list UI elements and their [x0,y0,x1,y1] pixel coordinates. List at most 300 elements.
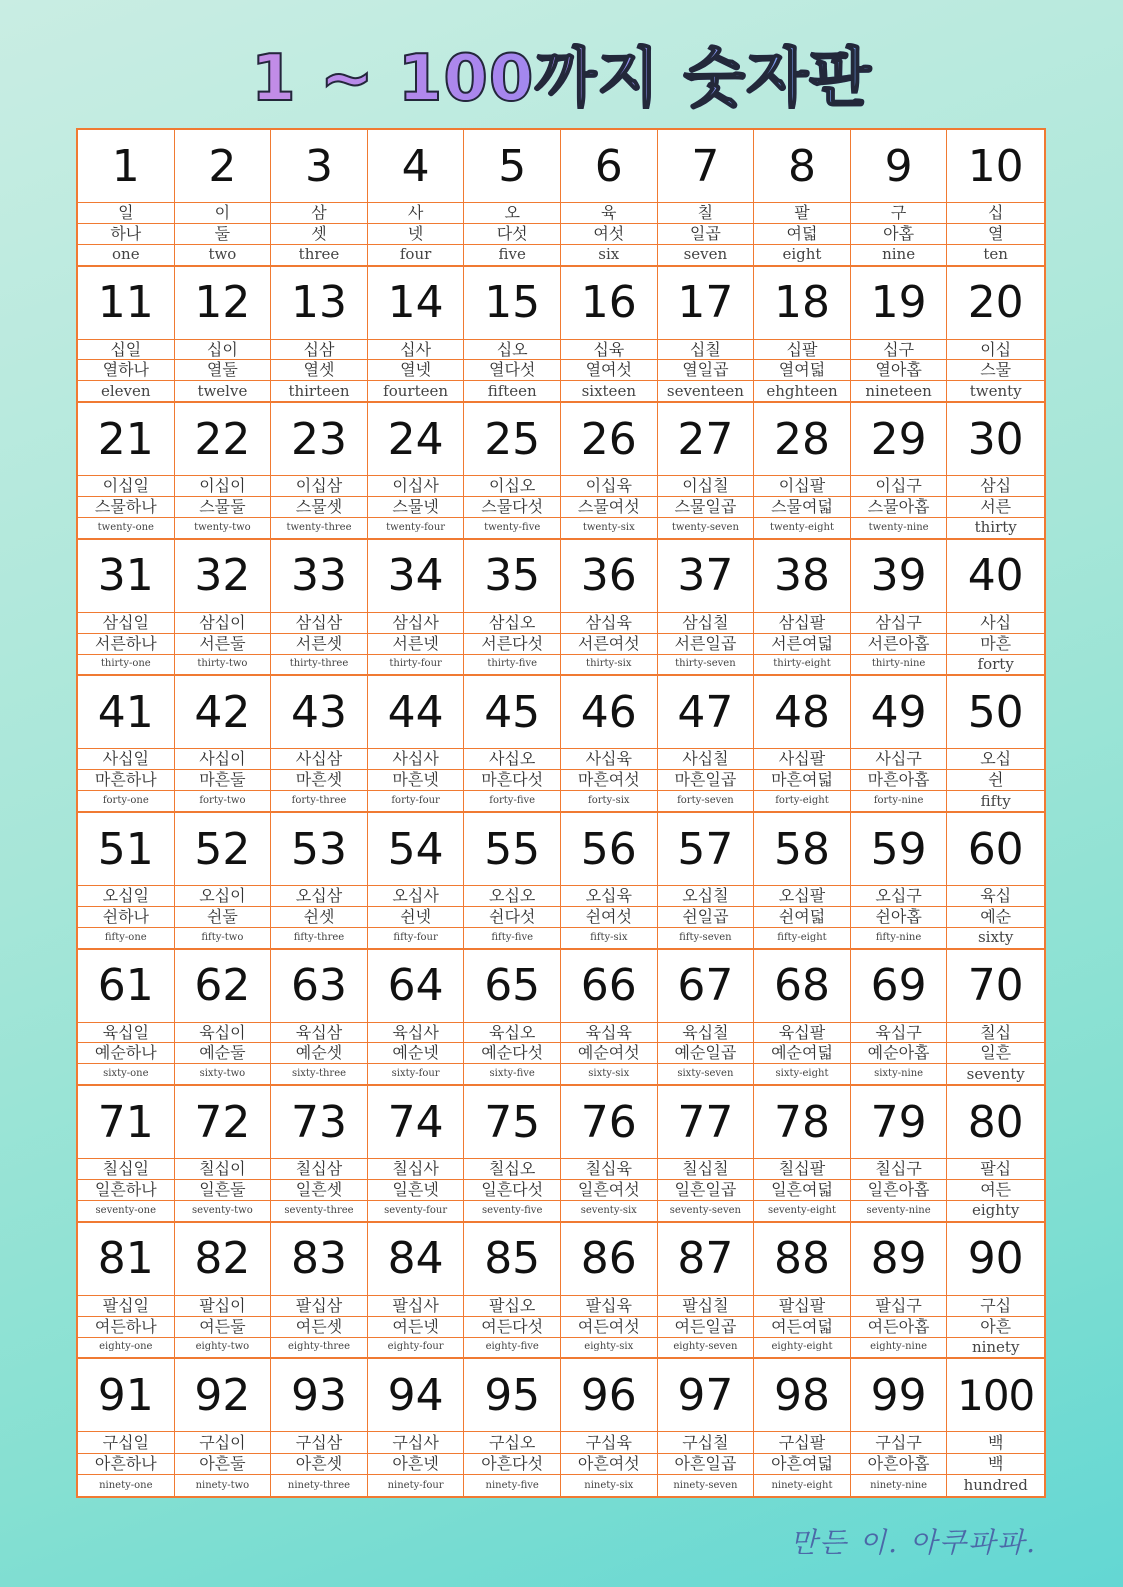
cell-number: 100 [947,1359,1044,1432]
number-cell [851,950,948,1087]
number-cell [658,1359,755,1496]
cell-sino-korean: 오십사 [368,886,464,907]
number-cell [754,540,851,677]
cell-english: eighty [971,1201,1020,1220]
cell-number: 44 [368,676,464,749]
cell-sino-korean: 삼십육 [561,613,657,634]
cell-english: eighty-nine [870,1341,928,1353]
cell-number: 45 [464,676,560,749]
cell-number: 23 [271,403,367,476]
number-cell [78,403,175,540]
cell-number: 83 [271,1223,367,1296]
cell-english: thirty-three [289,658,349,670]
number-cell [561,950,658,1087]
number-cell [658,676,755,813]
cell-number: 88 [754,1223,850,1296]
cell-number: 19 [851,267,947,340]
number-cell [175,676,272,813]
cell-sino-korean: 구십 [947,1296,1044,1317]
cell-number: 63 [271,950,367,1023]
cell-english: eleven [101,381,151,400]
cell-sino-korean: 오십일 [78,886,174,907]
cell-sino-korean: 사십구 [851,749,947,770]
cell-sino-korean: 오십이 [175,886,271,907]
cell-number: 9 [851,130,947,203]
cell-number: 78 [754,1086,850,1159]
cell-native-korean: 쉰일곱 [658,907,754,928]
number-cell [78,267,175,404]
cell-english: forty-four [391,795,440,807]
cell-sino-korean: 구십사 [368,1432,464,1454]
cell-native-korean: 아흔여섯 [561,1454,657,1476]
number-cell [271,403,368,540]
cell-english: ninety [971,1337,1020,1356]
cell-number: 68 [754,950,850,1023]
number-cell [754,130,851,267]
cell-number: 29 [851,403,947,476]
cell-number: 37 [658,540,754,613]
number-cell [658,267,755,404]
cell-number: 12 [175,267,271,340]
cell-native-korean: 예순아홉 [851,1043,947,1064]
cell-english: eighty-one [99,1341,153,1353]
cell-english: forty-nine [873,795,924,807]
cell-english: twenty-four [386,521,446,533]
cell-sino-korean: 칠십오 [464,1159,560,1180]
cell-native-korean: 여든하나 [78,1317,174,1338]
cell-english: fifty [980,791,1011,810]
number-cell [271,813,368,950]
number-cell [78,540,175,677]
cell-native-korean: 일흔셋 [271,1180,367,1201]
cell-number: 52 [175,813,271,886]
number-cell [658,950,755,1087]
cell-english: twenty-eight [770,521,834,533]
cell-english: four [399,245,432,264]
cell-sino-korean: 사십사 [368,749,464,770]
number-cell [368,950,465,1087]
number-cell [947,1086,1044,1223]
cell-english: fifty-three [293,931,345,943]
number-cell [175,1359,272,1496]
cell-number: 72 [175,1086,271,1159]
number-cell [947,540,1044,677]
cell-native-korean: 예순여섯 [561,1043,657,1064]
number-cell [561,1359,658,1496]
cell-native-korean: 여든 [947,1180,1044,1201]
cell-number: 96 [561,1359,657,1432]
number-cell [464,676,561,813]
cell-number: 82 [175,1223,271,1296]
cell-number: 41 [78,676,174,749]
cell-sino-korean: 사십삼 [271,749,367,770]
number-cell [175,267,272,404]
number-cell [561,540,658,677]
cell-sino-korean: 칠십사 [368,1159,464,1180]
cell-sino-korean: 이십구 [851,476,947,497]
cell-native-korean: 예순 [947,907,1044,928]
cell-number: 8 [754,130,850,203]
cell-number: 32 [175,540,271,613]
cell-number: 36 [561,540,657,613]
number-cell [271,950,368,1087]
cell-english: fifteen [487,381,537,400]
cell-native-korean: 열여섯 [561,360,657,381]
cell-native-korean: 마흔아홉 [851,770,947,791]
cell-native-korean: 아흔하나 [78,1454,174,1476]
cell-sino-korean: 육십사 [368,1023,464,1044]
number-cell [368,813,465,950]
cell-sino-korean: 사 [368,203,464,224]
cell-number: 69 [851,950,947,1023]
cell-english: twenty-nine [868,521,929,533]
cell-native-korean: 마흔다섯 [464,770,560,791]
cell-english: nine [882,245,916,264]
number-cell [851,403,948,540]
cell-sino-korean: 칠십일 [78,1159,174,1180]
cell-native-korean: 예순넷 [368,1043,464,1064]
cell-number: 85 [464,1223,560,1296]
cell-sino-korean: 십사 [368,340,464,361]
cell-number: 58 [754,813,850,886]
cell-native-korean: 서른아홉 [851,634,947,655]
number-cell [947,267,1044,404]
cell-number: 35 [464,540,560,613]
cell-native-korean: 열일곱 [658,360,754,381]
number-cell [754,267,851,404]
cell-native-korean: 쉰 [947,770,1044,791]
cell-sino-korean: 육십육 [561,1023,657,1044]
cell-native-korean: 마흔여섯 [561,770,657,791]
cell-english: five [498,245,526,264]
cell-sino-korean: 팔십오 [464,1296,560,1317]
cell-number: 16 [561,267,657,340]
cell-sino-korean: 구십이 [175,1432,271,1454]
cell-sino-korean: 오십구 [851,886,947,907]
cell-english: seventy-eight [767,1204,837,1216]
cell-native-korean: 쉰둘 [175,907,271,928]
cell-number: 17 [658,267,754,340]
number-cell [464,267,561,404]
cell-native-korean: 쉰여덟 [754,907,850,928]
number-cell [464,1223,561,1360]
cell-number: 99 [851,1359,947,1432]
cell-english: seventy-nine [866,1204,931,1216]
cell-english: thirty-one [100,658,151,670]
number-cell [658,130,755,267]
cell-number: 10 [947,130,1044,203]
cell-sino-korean: 육십일 [78,1023,174,1044]
cell-english: thirty-four [389,658,442,670]
cell-number: 81 [78,1223,174,1296]
cell-sino-korean: 삼 [271,203,367,224]
cell-native-korean: 열셋 [271,360,367,381]
cell-number: 5 [464,130,560,203]
cell-english: eighty-eight [771,1341,833,1353]
cell-english: forty-one [102,795,149,807]
number-cell [851,130,948,267]
cell-native-korean: 여든넷 [368,1317,464,1338]
cell-sino-korean: 육십 [947,886,1044,907]
cell-sino-korean: 이십이 [175,476,271,497]
cell-native-korean: 쉰여섯 [561,907,657,928]
cell-english: thirty-two [197,658,248,670]
cell-sino-korean: 육 [561,203,657,224]
cell-sino-korean: 구십오 [464,1432,560,1454]
cell-native-korean: 다섯 [464,224,560,245]
cell-native-korean: 서른여섯 [561,634,657,655]
number-cell [464,130,561,267]
cell-english: ninety-four [387,1479,444,1491]
cell-native-korean: 마흔하나 [78,770,174,791]
cell-native-korean: 아흔아홉 [851,1454,947,1476]
cell-number: 60 [947,813,1044,886]
cell-english: forty-eight [775,795,829,807]
number-cell [368,130,465,267]
number-cell [368,403,465,540]
cell-english: sixty-one [103,1068,149,1080]
cell-sino-korean: 삼십삼 [271,613,367,634]
cell-english: eighty-five [485,1341,539,1353]
cell-english: sixty-seven [677,1068,734,1080]
cell-sino-korean: 오십오 [464,886,560,907]
cell-number: 79 [851,1086,947,1159]
cell-sino-korean: 구십육 [561,1432,657,1454]
cell-number: 57 [658,813,754,886]
cell-number: 84 [368,1223,464,1296]
number-cell [754,1359,851,1496]
cell-number: 94 [368,1359,464,1432]
cell-native-korean: 일흔하나 [78,1180,174,1201]
cell-native-korean: 마흔여덟 [754,770,850,791]
cell-native-korean: 쉰넷 [368,907,464,928]
cell-sino-korean: 이십오 [464,476,560,497]
cell-number: 54 [368,813,464,886]
cell-english: thirty-seven [675,658,736,670]
cell-number: 33 [271,540,367,613]
number-cell [851,1223,948,1360]
cell-native-korean: 여든여덟 [754,1317,850,1338]
cell-native-korean: 스물넷 [368,497,464,518]
number-cell [271,676,368,813]
cell-sino-korean: 사십오 [464,749,560,770]
cell-sino-korean: 구십구 [851,1432,947,1454]
cell-sino-korean: 칠십칠 [658,1159,754,1180]
cell-number: 73 [271,1086,367,1159]
number-cell [368,267,465,404]
cell-english: forty-five [489,795,536,807]
number-cell [271,130,368,267]
number-cell [561,1223,658,1360]
cell-english: fifty-two [201,931,244,943]
cell-english: forty-seven [677,795,734,807]
cell-number: 11 [78,267,174,340]
cell-english: fifty-four [393,931,438,943]
number-cell [754,403,851,540]
cell-english: ninety-one [99,1479,153,1491]
cell-native-korean: 열 [947,224,1044,245]
number-cell [175,950,272,1087]
cell-number: 65 [464,950,560,1023]
cell-number: 75 [464,1086,560,1159]
cell-native-korean: 서른넷 [368,634,464,655]
cell-native-korean: 예순다섯 [464,1043,560,1064]
cell-sino-korean: 육십삼 [271,1023,367,1044]
cell-native-korean: 여든셋 [271,1317,367,1338]
cell-english: one [112,245,140,264]
cell-english: ten [983,245,1008,264]
cell-sino-korean: 삼십이 [175,613,271,634]
cell-number: 61 [78,950,174,1023]
cell-native-korean: 스물 [947,360,1044,381]
cell-sino-korean: 이십 [947,340,1044,361]
cell-sino-korean: 이십사 [368,476,464,497]
cell-number: 43 [271,676,367,749]
cell-sino-korean: 십삼 [271,340,367,361]
cell-sino-korean: 사십일 [78,749,174,770]
number-cell [561,813,658,950]
number-cell [947,676,1044,813]
cell-number: 97 [658,1359,754,1432]
cell-english: thirty-six [586,658,632,670]
cell-native-korean: 여든일곱 [658,1317,754,1338]
cell-number: 31 [78,540,174,613]
cell-native-korean: 여든다섯 [464,1317,560,1338]
cell-number: 40 [947,540,1044,613]
cell-sino-korean: 오십팔 [754,886,850,907]
cell-number: 7 [658,130,754,203]
cell-english: seventy-seven [669,1204,741,1216]
cell-sino-korean: 육십칠 [658,1023,754,1044]
number-cell [78,950,175,1087]
cell-sino-korean: 오십육 [561,886,657,907]
cell-native-korean: 셋 [271,224,367,245]
cell-number: 62 [175,950,271,1023]
number-cell [78,813,175,950]
cell-native-korean: 아흔넷 [368,1454,464,1476]
cell-number: 71 [78,1086,174,1159]
number-cell [947,950,1044,1087]
cell-native-korean: 스물셋 [271,497,367,518]
cell-sino-korean: 이십일 [78,476,174,497]
cell-number: 91 [78,1359,174,1432]
cell-native-korean: 열아홉 [851,360,947,381]
cell-number: 14 [368,267,464,340]
cell-english: seventy-five [482,1204,543,1216]
cell-english: fifty-eight [777,931,827,943]
cell-native-korean: 마흔셋 [271,770,367,791]
cell-number: 47 [658,676,754,749]
cell-native-korean: 여든아홉 [851,1317,947,1338]
cell-sino-korean: 구십팔 [754,1432,850,1454]
cell-english: forty-six [588,795,630,807]
cell-native-korean: 서른일곱 [658,634,754,655]
cell-number: 4 [368,130,464,203]
cell-native-korean: 예순둘 [175,1043,271,1064]
cell-native-korean: 아흔일곱 [658,1454,754,1476]
cell-english: twenty [969,381,1022,400]
cell-native-korean: 쉰셋 [271,907,367,928]
cell-native-korean: 스물여섯 [561,497,657,518]
cell-sino-korean: 십구 [851,340,947,361]
cell-native-korean: 백 [947,1454,1044,1476]
cell-english: seventeen [666,381,744,400]
cell-english: sixty-two [199,1068,246,1080]
number-cell [658,1086,755,1223]
cell-native-korean: 서른다섯 [464,634,560,655]
cell-number: 20 [947,267,1044,340]
cell-sino-korean: 십일 [78,340,174,361]
cell-sino-korean: 십칠 [658,340,754,361]
cell-number: 67 [658,950,754,1023]
cell-sino-korean: 삼십구 [851,613,947,634]
number-cell [851,267,948,404]
number-cell [464,1359,561,1496]
cell-sino-korean: 팔십칠 [658,1296,754,1317]
cell-english: six [598,245,620,264]
cell-sino-korean: 구 [851,203,947,224]
cell-english: fourteen [383,381,449,400]
cell-native-korean: 예순일곱 [658,1043,754,1064]
cell-number: 92 [175,1359,271,1432]
cell-number: 53 [271,813,367,886]
number-cell [271,540,368,677]
cell-sino-korean: 오십칠 [658,886,754,907]
number-cell [754,1223,851,1360]
cell-english: seventy [966,1064,1025,1083]
number-cell [947,130,1044,267]
number-cell [175,403,272,540]
cell-native-korean: 아흔 [947,1317,1044,1338]
cell-english: sixty-nine [874,1068,924,1080]
cell-number: 64 [368,950,464,1023]
cell-english: seventy-one [95,1204,157,1216]
cell-number: 89 [851,1223,947,1296]
number-cell [368,540,465,677]
cell-english: sixteen [581,381,636,400]
cell-sino-korean: 이십삼 [271,476,367,497]
cell-number: 70 [947,950,1044,1023]
cell-sino-korean: 오십삼 [271,886,367,907]
cell-native-korean: 서른둘 [175,634,271,655]
cell-sino-korean: 십 [947,203,1044,224]
cell-sino-korean: 오십 [947,749,1044,770]
cell-sino-korean: 십오 [464,340,560,361]
cell-english: nineteen [865,381,932,400]
cell-sino-korean: 칠십구 [851,1159,947,1180]
cell-native-korean: 일흔여덟 [754,1180,850,1201]
cell-english: thirty-nine [871,658,926,670]
cell-number: 86 [561,1223,657,1296]
number-cell [658,403,755,540]
cell-native-korean: 둘 [175,224,271,245]
cell-sino-korean: 백 [947,1432,1044,1454]
cell-number: 21 [78,403,174,476]
cell-number: 50 [947,676,1044,749]
cell-number: 49 [851,676,947,749]
cell-number: 80 [947,1086,1044,1159]
cell-native-korean: 예순하나 [78,1043,174,1064]
number-cell [271,1086,368,1223]
cell-number: 56 [561,813,657,886]
cell-sino-korean: 십육 [561,340,657,361]
number-cell [947,1223,1044,1360]
cell-native-korean: 일흔일곱 [658,1180,754,1201]
number-cell [754,676,851,813]
cell-english: eighty-three [287,1341,351,1353]
cell-sino-korean: 삼십사 [368,613,464,634]
number-cell [851,1086,948,1223]
